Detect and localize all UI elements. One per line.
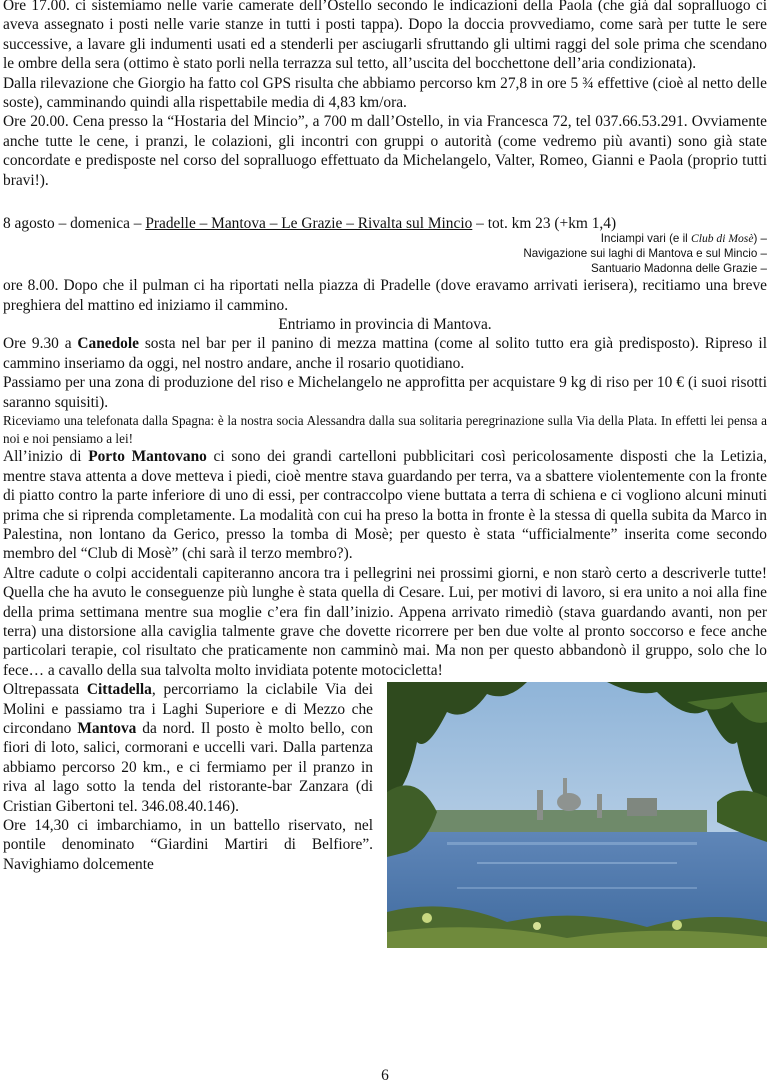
subtitle-inciampi: Inciampi vari (e il Club di Mosè) – [600,232,767,246]
subtitle-navigazione: Navigazione sui laghi di Mantova e sul Mincio – [523,247,767,261]
day-heading [3,214,767,233]
subtitle-santuario: Santuario Madonna delle Grazie – [591,261,767,275]
day-distance: – tot. km 23 (+km 1,4) [472,215,617,233]
paragraph-riso: Passiamo per una zona di produzione del riso e Michelangelo ne approfitta per acquistare 9 kg di riso per 10 € (i suoi risotti saranno squisiti). [3,374,767,411]
paragraph-gps: Dalla rilevazione che Giorgio ha fatto col GPS risulta che abbiamo percorso km 27,8 in ore 5 ¾ effettive (cioè al netto delle soste), camminando quindi alla rispettabile media di 4,83 km/ora. [3,74,767,112]
paragraph-arrival-ostello: Ore 17.00. ci sistemiamo nelle varie camerate dell’Ostello secondo le indicazioni della Paola (che già dal sopralluogo ci aveva assegnato i posti nelle varie stanze in tutti i posti tappa). Dopo la doccia provvediamo, come sarà per tutte le sere successive, a lavare gli indumenti usati ed a stenderli per asciugarli sfruttando gli ultimi raggi del sole prima che scendano le ombre della sera (ottimo è stato porli nella terrazza sul tetto, all’uscita del bocchettone dell’aria condizionata). [3,0,767,73]
paragraph-cittadella: Oltrepassata Cittadella, percorriamo la ciclabile Via dei Molini e passiamo tra i Laghi Superiore e di Mezzo che circondano Mantova da nord. Il posto è molto bello, con fiori di loto, salici, cormorani e uccelli vari. Dalla partenza abbiamo percorso 20 km., e ci fermiamo per il pranzo in riva al lago sotto la tenda del ristorante-bar Zanzara (di Cristian Gibertoni tel. 346.08.40.146). [3,681,373,815]
paragraph-dinner: Ore 20.00. Cena presso la “Hostaria del Mincio”, a 700 m dall’Ostello, in via Francesca 72, tel 037.66.53.291. Ovviamente anche tutte le cene, i pranzi, le colazioni, gli incontri con gruppi o autorità (come vedremo più avanti) sono già state concordate e predisposte nel corso del sopralluogo effettuato da Michelangelo, Valter, Romeo, Gianni e Paola (proprio tutti bravi!). [3,113,767,189]
document-page [3,0,767,952]
paragraph-canedole: Ore 9.30 a Canedole sosta nel bar per il panino di mezza mattina (come al solito tutto era già predisposto). Ripreso il cammino inseriamo da oggi, nel nostro andare, anche il rosario quotidiano. [3,335,767,372]
day-route: Pradelle – Mantova – Le Grazie – Rivalta sul Mincio [145,215,473,233]
paragraph-porto-mantovano: All’inizio di Porto Mantovano ci sono dei grandi cartelloni pubblicitari così pericolosamente disposti che la Letizia, mentre stava attenta a dove metteva i piedi, cioè mentre stava guardando per terra, va a sbattere violentemente con la fronte di piatto contro la parte inferiore di uno di essi, per contraccolpo viene buttata a terra di schiena e ci vogliono alcuni minuti prima che si riprenda completamente. La modalità con cui ha preso la botta in fronte è la stessa di quella subita da Marco in Palestina, non lontano da Gerico, presso la tomba di Mosè; per questo è stata “ufficialmente” inserita come secondo membro del “Club di Mosè” (chi sarà il terzo membro?). [3,448,768,563]
day-date: 8 agosto – domenica – [3,215,146,233]
section-gap [3,190,767,212]
day-subtitles [3,232,767,276]
paragraph-telefonata: Riceviamo una telefonata dalla Spagna: è la nostra socia Alessandra dalla sua solitaria peregrinazione sulla Via della Plata. In effetti lei pensa a noi e noi pensiamo a lei! [3,413,767,446]
paragraph-cadute: Altre cadute o colpi accidentali capiteranno ancora tra i pellegrini nei prossimi giorni, e non starò certo a descriverle tutte! Quella che ha avuto le conseguenze più lunghe è stata quella di Cesare. Lui, per motivi di lavoro, si era unito a noi alla fine della prima settimana mentre sua moglie c’era fin dall’inizio. Appena arrivato rimediò (stava guardando avanti, non per terra) una distorsione alla caviglia talmente grave che dovette ricorrere per ben due volte al pronto soccorso e fece anche particolari terapie, col risultato che praticamente non camminò mai. Ma non per questo abbandonò il gruppo, solo che lo fece… a cavallo della sua talvolta molto invidiata potente motocicletta! [3,564,767,679]
paragraph-imbarco: Ore 14,30 ci imbarchiamo, in un battello riservato, nel pontile denominato “Giardini Martiri di Belfiore”. Navighiamo dolcemente [3,817,373,873]
lake-photo [387,682,767,948]
paragraph-province: Entriamo in provincia di Mantova. [278,316,492,334]
lake-photo-image [387,682,767,948]
paragraph-start: ore 8.00. Dopo che il pulman ci ha riportati nella piazza di Pradelle (dove eravamo arrivati ierisera), recitiamo una breve preghiera del mattino ed iniziamo il cammino. [3,277,767,314]
page-number: 6 [381,1067,389,1084]
